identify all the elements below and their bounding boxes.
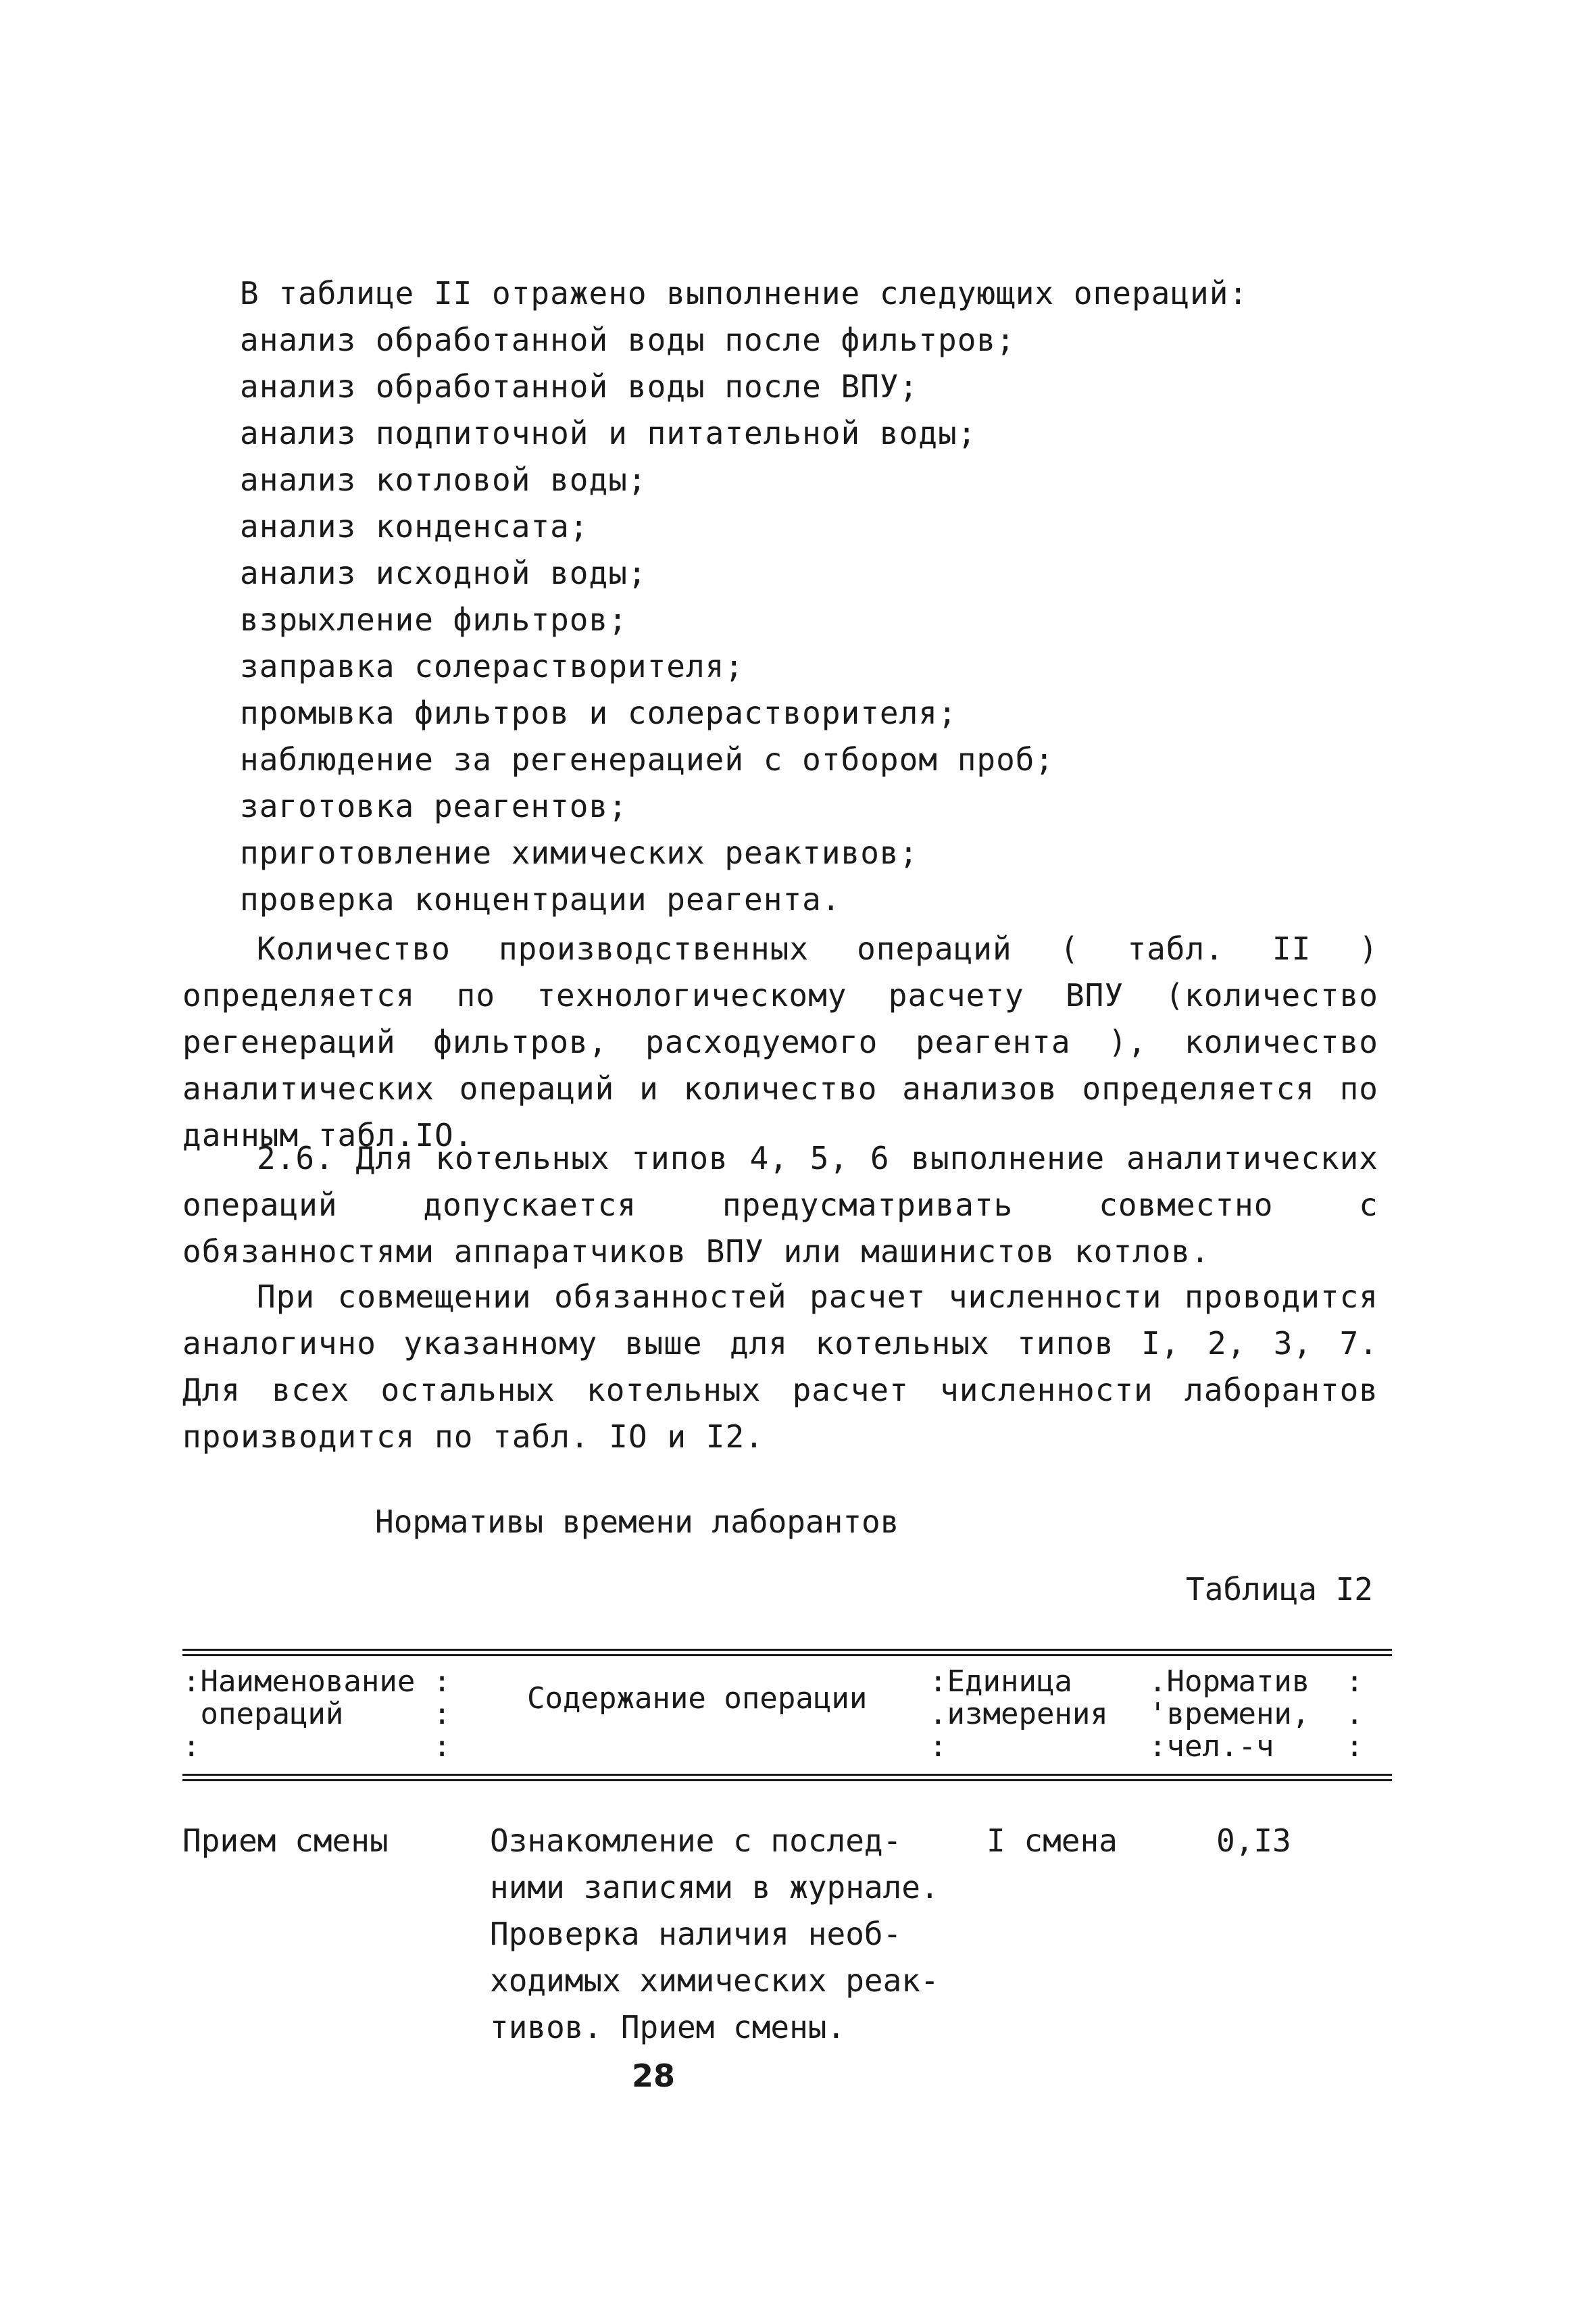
header-line: :Единица	[929, 1664, 1072, 1699]
table-number: Таблица I2	[1186, 1571, 1373, 1608]
header-line: :чел.-ч :	[1149, 1729, 1364, 1764]
header-line: .измерения	[929, 1697, 1108, 1731]
header-operation-name	[182, 1666, 451, 1763]
header-line: :Наименование :	[182, 1664, 451, 1699]
paragraph-operations-count	[182, 926, 1378, 1159]
table-header-rule	[182, 1779, 1392, 1781]
list-item: анализ обработанной воды после фильтров;	[240, 322, 1016, 358]
table-top-rule	[182, 1654, 1392, 1656]
paragraph-2-6	[182, 1135, 1378, 1275]
table-cell-content	[490, 1818, 939, 2051]
list-item: проверка концентрации реагента.	[240, 881, 841, 918]
header-line: 'времени, .	[1149, 1697, 1364, 1731]
header-unit	[929, 1666, 1108, 1763]
list-item: заправка солерастворителя;	[240, 648, 745, 684]
operations-list	[240, 270, 1476, 923]
table-header-rule	[182, 1774, 1392, 1776]
content-line: Проверка наличия необ-	[490, 1916, 902, 1952]
paragraph-text: Количество производственных операций ( табл. II ) определяется по технологическому расчету ВПУ (количество регенераций фильтров, расходуемого реагента ), количество аналитических операций и количество анализов определяется по данным табл.IO.	[182, 930, 1378, 1153]
header-line: :	[929, 1729, 947, 1764]
header-operation-content: Содержание операции	[527, 1681, 868, 1716]
content-line: Ознакомление с послед-	[490, 1822, 902, 1859]
header-line: : :	[182, 1729, 451, 1764]
paragraph-text: 2.6. Для котельных типов 4, 5, 6 выполнение аналитических операций допускается предусматривать совместно с обязанностями аппаратчиков ВПУ или машинистов котлов.	[182, 1140, 1378, 1270]
paragraph-combined-duties	[182, 1274, 1378, 1460]
list-item: приготовление химических реактивов;	[240, 835, 919, 871]
list-item: анализ конденсата;	[240, 508, 589, 545]
list-item: анализ обработанной воды после ВПУ;	[240, 368, 919, 405]
content-line: ними записями в журнале.	[490, 1869, 939, 1906]
list-intro-line: В таблице II отражено выполнение следующих операций:	[240, 275, 1249, 312]
content-line: ходимых химических реак-	[490, 1962, 939, 1999]
header-time-norm	[1149, 1666, 1364, 1763]
content-line: тивов. Прием смены.	[490, 2009, 846, 2045]
list-item: анализ подпиточной и питательной воды;	[240, 415, 977, 451]
table-cell-norm: 0,I3	[1216, 1822, 1291, 1859]
page-number: 28	[632, 2058, 676, 2094]
table-cell-unit: I смена	[987, 1822, 1118, 1859]
table-cell-name: Прием смены	[182, 1822, 389, 1859]
paragraph-text: При совмещении обязанностей расчет численности проводится аналогично указанному выше для котельных типов I, 2, 3, 7. Для всех остальных котельных расчет численности лаборантов производится по табл. IO и I2.	[182, 1278, 1378, 1455]
list-item: заготовка реагентов;	[240, 788, 628, 824]
list-item: анализ котловой воды;	[240, 462, 647, 498]
table-top-rule	[182, 1649, 1392, 1651]
list-item: взрыхление фильтров;	[240, 601, 628, 638]
list-item: наблюдение за регенерацией с отбором проб;	[240, 741, 1055, 778]
table-title: Нормативы времени лаборантов	[375, 1503, 899, 1540]
header-line: операций :	[182, 1697, 451, 1731]
header-line: .Норматив :	[1149, 1664, 1364, 1699]
list-item: промывка фильтров и солерастворителя;	[240, 695, 957, 731]
list-item: анализ исходной воды;	[240, 555, 647, 591]
